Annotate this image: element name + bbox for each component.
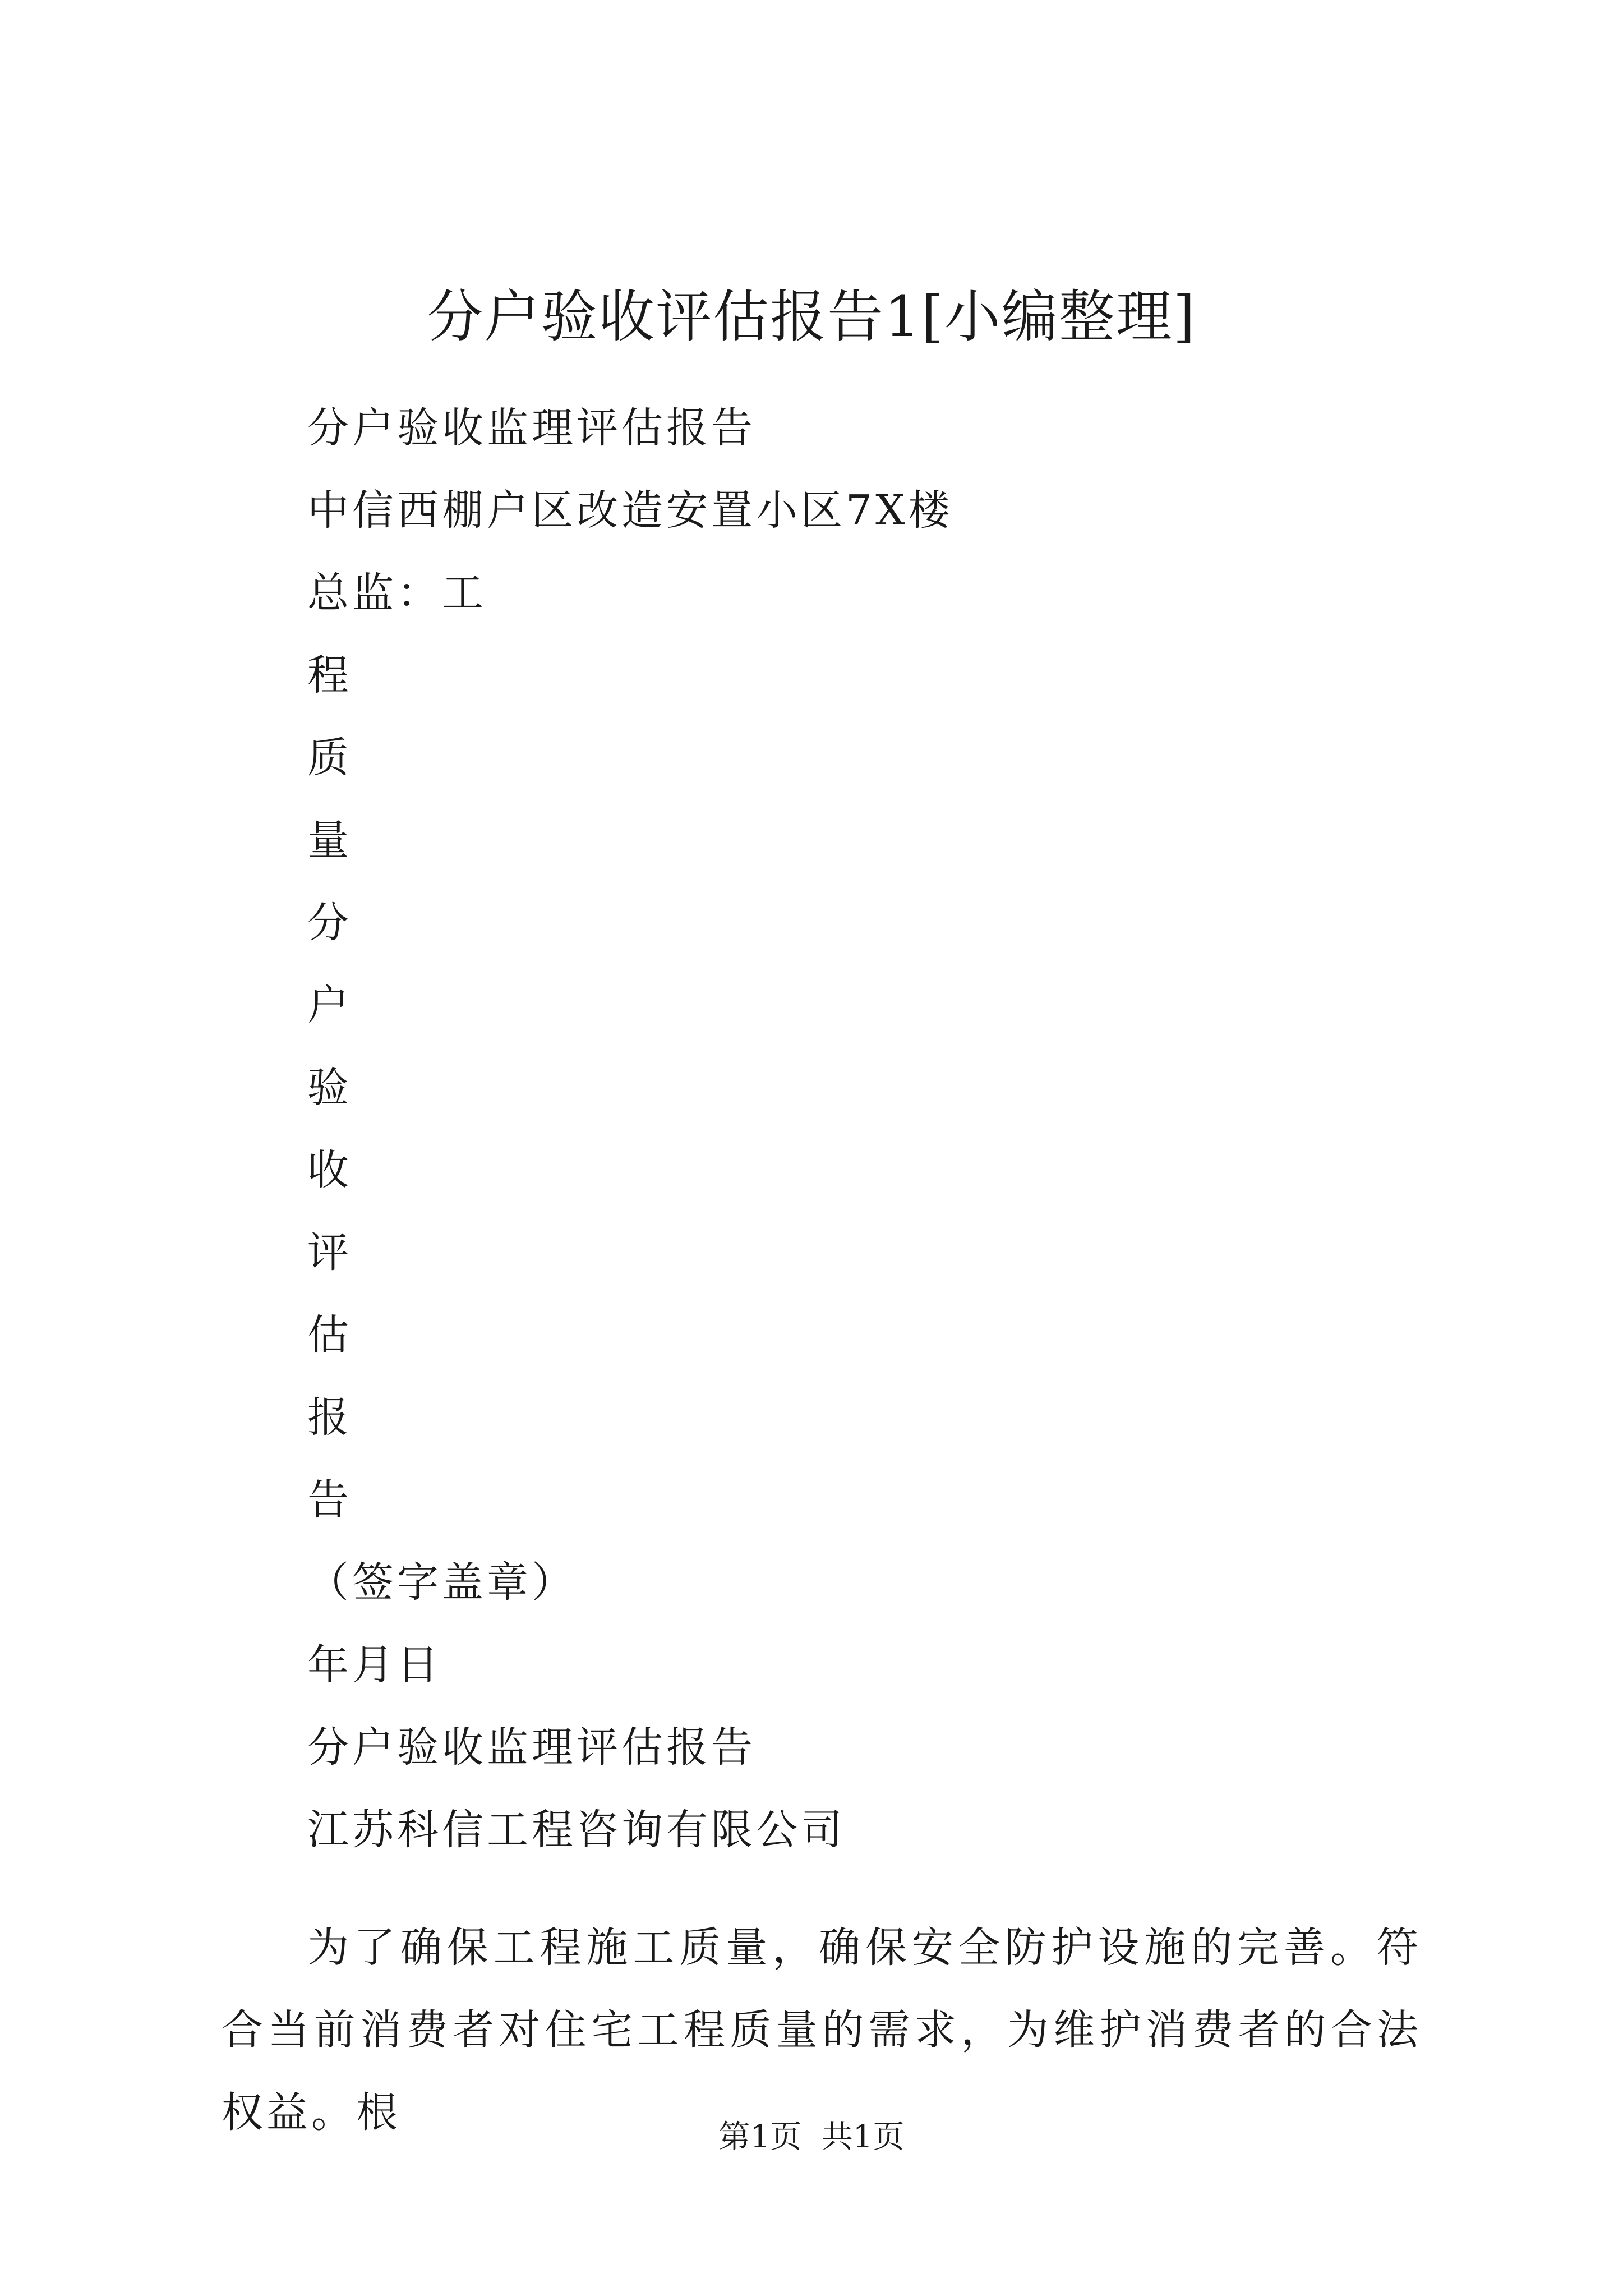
text-line: 告 (307, 1476, 352, 1524)
document-lines (307, 387, 1429, 1871)
text-line: 估 (307, 1311, 352, 1359)
text-line: （签字盖章） (307, 1558, 577, 1607)
text-line: 分户验收监理评估报告 (307, 404, 756, 452)
text-line: 总监：工 (307, 569, 487, 617)
text-line: 评 (307, 1228, 352, 1277)
text-line: 中信西棚户区改造安置小区7X楼 (307, 486, 953, 535)
page-total: 共1页 (821, 2119, 905, 2155)
text-line: 验 (307, 1064, 352, 1112)
page-number: 第1页 (718, 2119, 802, 2155)
text-line: 量 (307, 816, 352, 864)
body-paragraph: 为了确保工程施工质量，确保安全防护设施的完善。符合当前消费者对住宅工程质量的需求，为维护消费者的合法权益。根 (222, 1924, 1422, 2137)
text-line: 分户验收监理评估报告 (307, 1723, 756, 1772)
text-line: 年月日 (307, 1641, 442, 1689)
text-line: 户 (307, 981, 352, 1029)
text-line: 报 (307, 1393, 352, 1442)
page-footer (0, 2115, 1623, 2160)
text-line: 程 (307, 651, 352, 700)
document-title: 分户验收评估报告1[小编整理] (427, 284, 1196, 349)
text-line: 质 (307, 734, 352, 782)
text-line: 分 (307, 899, 352, 947)
text-line: 江苏科信工程咨询有限公司 (307, 1806, 846, 1854)
text-line: 收 (307, 1146, 352, 1194)
